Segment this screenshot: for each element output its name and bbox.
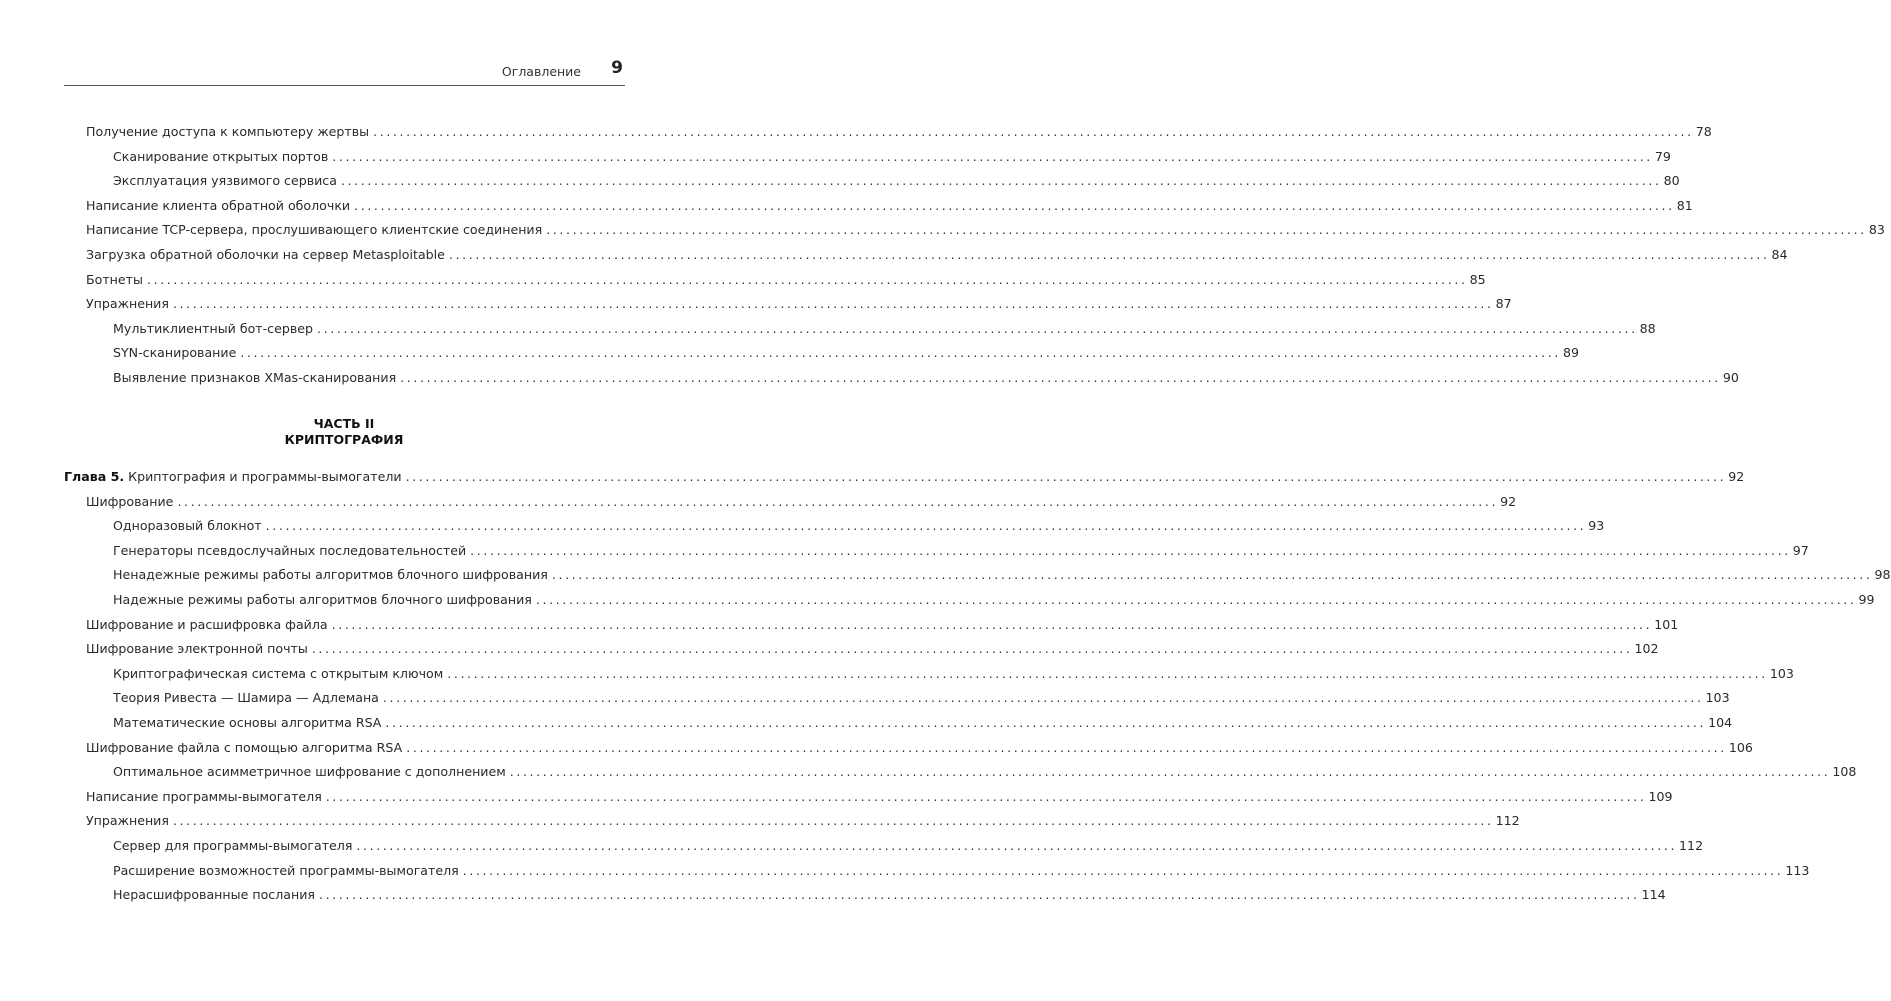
toc-entry[interactable] xyxy=(64,711,1733,736)
dot-leader: ........................................................................................................................................................................................................ xyxy=(447,665,1768,681)
toc-entry-title xyxy=(113,686,383,711)
toc-entry[interactable] xyxy=(64,588,1875,613)
toc-entry-text: Загрузка обратной оболочки на сервер Metasploitable xyxy=(86,246,445,262)
toc-entry[interactable] xyxy=(64,760,1857,785)
toc-entry-page: 78 xyxy=(1695,124,1712,139)
toc-entry[interactable] xyxy=(64,341,1579,366)
toc-entry-title xyxy=(86,785,326,810)
toc-entry[interactable] xyxy=(64,686,1730,711)
dot-leader: ........................................................................................................................................................................................................ xyxy=(382,690,1704,706)
toc-entry[interactable] xyxy=(64,169,1680,194)
toc-entry-page: 99 xyxy=(1858,591,1875,607)
toc-entry-title xyxy=(113,834,356,859)
toc-entry-text: Написание TCP-сервера, прослушивающего клиентские соединения xyxy=(86,222,543,238)
toc-entry-title xyxy=(113,145,332,170)
toc-entry-text: Получение доступа к компьютеру жертвы xyxy=(86,124,370,139)
toc-entry[interactable] xyxy=(64,317,1656,342)
dot-leader: ........................................................................................................................................................................................................ xyxy=(535,591,1857,607)
toc-entry[interactable] xyxy=(64,243,1788,268)
dot-leader: ........................................................................................................................................................................................................ xyxy=(177,493,1499,509)
part-heading xyxy=(64,416,624,448)
toc-entry-page: 109 xyxy=(1648,788,1673,804)
dot-leader: ........................................................................................................................................................................................................ xyxy=(332,148,1653,164)
toc-entry-page: 89 xyxy=(1562,345,1579,361)
toc-entry-title xyxy=(86,218,546,243)
toc-entry[interactable] xyxy=(64,218,1885,243)
toc-entry-page: 90 xyxy=(1722,369,1739,385)
header-title: Оглавление xyxy=(501,64,581,79)
dot-leader: ........................................................................................................................................................................................................ xyxy=(172,296,1494,312)
dot-leader: ........................................................................................................................................................................................................ xyxy=(325,788,1647,804)
toc-entry-page: 112 xyxy=(1495,813,1520,829)
toc-entry-title xyxy=(86,194,354,219)
toc-entry-text: Сканирование открытых портов xyxy=(113,148,329,164)
toc-entry-title xyxy=(113,514,266,539)
toc-entry-title xyxy=(113,588,536,613)
dot-leader: ........................................................................................................................................................................................................ xyxy=(331,616,1653,632)
toc-entry[interactable] xyxy=(64,883,1666,908)
toc-entry-page: 98 xyxy=(1874,567,1891,583)
toc-entry-text: Выявление признаков XMas-сканирования xyxy=(113,369,397,385)
toc-entry-title xyxy=(113,317,317,342)
toc-entry-title xyxy=(86,637,312,662)
dot-leader: ........................................................................................................................................................................................................ xyxy=(373,124,1694,139)
toc-entry-title xyxy=(113,883,319,908)
toc-entry-text: Надежные режимы работы алгоритмов блочного шифрования xyxy=(113,591,532,607)
toc-entry-page: 108 xyxy=(1832,764,1857,780)
toc-entry-text: Генераторы псевдослучайных последовательностей xyxy=(113,542,467,558)
toc-entry-text: SYN-сканирование xyxy=(113,345,237,361)
toc-entry-page: 81 xyxy=(1676,197,1693,213)
toc-entry-title xyxy=(113,563,552,588)
dot-leader: ........................................................................................................................................................................................................ xyxy=(400,369,1721,385)
toc-entry[interactable] xyxy=(64,120,1712,145)
toc-entry-page: 114 xyxy=(1641,887,1666,903)
toc-entry-text: Шифрование xyxy=(86,493,174,509)
toc-entry-title xyxy=(113,169,341,194)
toc-chapter-entry[interactable] xyxy=(64,465,1745,490)
toc-entry-page: 92 xyxy=(1728,469,1745,484)
toc-entry-text: Математические основы алгоритма RSA xyxy=(113,714,382,730)
toc-entry-page: 87 xyxy=(1495,296,1512,312)
dot-leader: ........................................................................................................................................................................................................ xyxy=(405,469,1727,484)
toc-entry-page: 104 xyxy=(1708,714,1733,730)
dot-leader: ........................................................................................................................................................................................................ xyxy=(318,887,1640,903)
toc-entry-page: 97 xyxy=(1792,542,1809,558)
toc-entry-title xyxy=(86,490,177,515)
toc-entry-page: 93 xyxy=(1588,518,1605,534)
toc-entry-page: 102 xyxy=(1634,641,1659,657)
dot-leader: ........................................................................................................................................................................................................ xyxy=(340,173,1662,189)
toc-entry-title xyxy=(113,341,240,366)
toc-entry[interactable] xyxy=(64,490,1517,515)
dot-leader: ........................................................................................................................................................................................................ xyxy=(385,714,1707,730)
toc-entry-page: 88 xyxy=(1639,320,1656,336)
toc-entry[interactable] xyxy=(64,785,1673,810)
toc-entry-text: Эксплуатация уязвимого сервиса xyxy=(113,173,337,189)
toc-entry-text: Одноразовый блокнот xyxy=(113,518,262,534)
toc-entry[interactable] xyxy=(64,194,1693,219)
toc-entry[interactable] xyxy=(64,539,1809,564)
toc-entry-text: Криптография и программы-вымогатели xyxy=(128,469,402,484)
toc-entry-title xyxy=(64,465,406,490)
toc-entry-text: Упражнения xyxy=(86,296,169,312)
toc-entry-text: Ненадежные режимы работы алгоритмов блочного шифрования xyxy=(113,567,548,583)
toc-entry-title xyxy=(113,711,385,736)
dot-leader: ........................................................................................................................................................................................................ xyxy=(265,518,1587,534)
dot-leader: ........................................................................................................................................................................................................ xyxy=(509,764,1831,780)
dot-leader: ........................................................................................................................................................................................................ xyxy=(240,345,1561,361)
toc-entry[interactable] xyxy=(64,662,1794,687)
toc-entry-text: Оптимальное асимметричное шифрование с дополнением xyxy=(113,764,506,780)
dot-leader: ........................................................................................................................................................................................................ xyxy=(448,246,1770,262)
dot-leader: ........................................................................................................................................................................................................ xyxy=(546,222,1867,238)
toc-entry-text: Расширение возможностей программы-вымогателя xyxy=(113,862,459,878)
dot-leader: ........................................................................................................................................................................................................ xyxy=(311,641,1633,657)
dot-leader: ........................................................................................................................................................................................................ xyxy=(146,271,1468,287)
toc-entry-title xyxy=(113,760,510,785)
toc-entry[interactable] xyxy=(64,563,1891,588)
toc-entry-text: Нерасшифрованные послания xyxy=(113,887,315,903)
toc-entry[interactable] xyxy=(64,809,1520,834)
toc-entry-title xyxy=(86,243,449,268)
toc-entry-page: 101 xyxy=(1654,616,1679,632)
part-label: ЧАСТЬ II xyxy=(313,416,375,431)
toc-entry-title xyxy=(86,809,173,834)
toc-entry-page: 85 xyxy=(1469,271,1486,287)
toc-entry[interactable] xyxy=(64,859,1810,884)
toc-section-a xyxy=(64,120,1885,391)
toc-entry-title xyxy=(86,292,173,317)
toc-entry-page: 103 xyxy=(1705,690,1730,706)
toc-entry[interactable] xyxy=(64,834,1704,859)
dot-leader: ........................................................................................................................................................................................................ xyxy=(354,197,1675,213)
toc-entry[interactable] xyxy=(64,145,1671,170)
toc-entry-page: 112 xyxy=(1679,837,1704,853)
toc-entry-page: 103 xyxy=(1769,665,1794,681)
chapter-number: Глава 5. xyxy=(64,469,125,484)
toc-entry-page: 79 xyxy=(1654,148,1671,164)
dot-leader: ........................................................................................................................................................................................................ xyxy=(470,542,1791,558)
toc-entry-page: 80 xyxy=(1663,173,1680,189)
toc-entry-title xyxy=(113,539,470,564)
toc-entry[interactable] xyxy=(64,366,1739,391)
running-header xyxy=(64,58,625,86)
toc-entry-title xyxy=(86,120,373,145)
toc-entry-text: Криптографическая система с открытым ключом xyxy=(113,665,444,681)
toc-entry-text: Шифрование файла с помощью алгоритма RSA xyxy=(86,739,403,755)
toc-entry[interactable] xyxy=(64,514,1605,539)
toc-entry-title xyxy=(86,736,406,761)
toc-entry[interactable] xyxy=(64,637,1659,662)
page-number: 9 xyxy=(611,58,623,78)
toc-entry-text: Написание программы-вымогателя xyxy=(86,788,322,804)
toc-entry[interactable] xyxy=(64,268,1486,293)
part-title: КРИПТОГРАФИЯ xyxy=(284,432,404,447)
dot-leader: ........................................................................................................................................................................................................ xyxy=(356,837,1678,853)
toc-entry-title xyxy=(113,859,463,884)
toc-entry-text: Написание клиента обратной оболочки xyxy=(86,197,351,213)
dot-leader: ........................................................................................................................................................................................................ xyxy=(317,320,1638,336)
toc-entry-page: 84 xyxy=(1771,246,1788,262)
toc-entry-page: 113 xyxy=(1785,862,1810,878)
dot-leader: ........................................................................................................................................................................................................ xyxy=(406,739,1727,755)
toc-entry-text: Ботнеты xyxy=(86,271,143,287)
toc-entry[interactable] xyxy=(64,736,1753,761)
toc-entry-page: 83 xyxy=(1868,222,1885,238)
dot-leader: ........................................................................................................................................................................................................ xyxy=(172,813,1494,829)
toc-entry-text: Шифрование и расшифровка файла xyxy=(86,616,328,632)
toc-entry-text: Сервер для программы-вымогателя xyxy=(113,837,353,853)
toc-entry-text: Мультиклиентный бот-сервер xyxy=(113,320,314,336)
toc-entry-text: Упражнения xyxy=(86,813,169,829)
toc-entry[interactable] xyxy=(64,292,1512,317)
toc-section-b xyxy=(64,465,1891,908)
toc-entry-title xyxy=(113,662,447,687)
dot-leader: ........................................................................................................................................................................................................ xyxy=(551,567,1873,583)
toc-entry-page: 106 xyxy=(1728,739,1753,755)
dot-leader: ........................................................................................................................................................................................................ xyxy=(462,862,1784,878)
toc-entry-text: Шифрование электронной почты xyxy=(86,641,308,657)
toc-entry-page: 92 xyxy=(1500,493,1517,509)
toc-entry-text: Теория Ривеста — Шамира — Адлемана xyxy=(113,690,379,706)
toc-entry-title xyxy=(113,366,400,391)
toc-entry-title xyxy=(86,613,332,638)
toc-entry-title xyxy=(86,268,147,293)
toc-entry[interactable] xyxy=(64,613,1679,638)
